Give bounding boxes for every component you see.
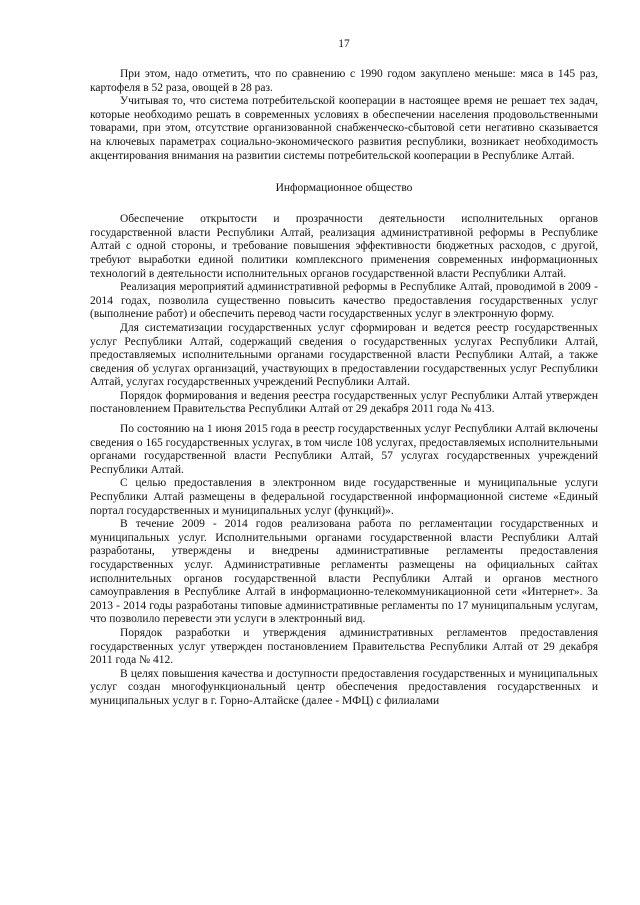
paragraph-registry-procedure: Порядок формирования и ведения реестра государственных услуг Республики Алтай утвержден постановлением Правительства Республики Алтай от 29 декабря 2011 года № 413. xyxy=(90,389,598,416)
paragraph-regulations: В течение 2009 - 2014 годов реализована работа по регламентации государственных и муниципальных услуг. Исполнительными органами государственной власти Республики Алтай разработаны, утверждены и внедрены административные регламенты предоставления государственных услуг. Административные регламенты размещены на официальных сайтах исполнительных органов государственной власти Республики Алтай и органов местного самоуправления в Республике Алтай в информационно-телекоммуникационной сети «Интернет». За 2013 - 2014 годы разработаны типовые административные регламенты по 17 муниципальным услугам, что позволило перевести эти услуги в электронный вид. xyxy=(90,518,598,626)
paragraph-admin-reform: Реализация мероприятий административной реформы в Республике Алтай, проводимой в 2009 - 2014 годах, позволила существенно повысить качество предоставления государственных услуг (выполнение работ) и обеспечить перевод части государственных услуг в электронную форму. xyxy=(90,281,598,321)
paragraph-unified-portal: С целью предоставления в электронном виде государственные и муниципальные услуги Республики Алтай размещены в федеральной государственной информационной системе «Единый портал государственных и муниципальных услуг (функций)». xyxy=(90,477,598,517)
page-number: 17 xyxy=(338,38,350,50)
paragraph-mfc: В целях повышения качества и доступности предоставления государственных и муниципальных услуг создан многофункциональный центр обеспечения предоставления государственных и муниципальных услуг в г. Горно-Алтайске (далее - МФЦ) с филиалами xyxy=(90,667,598,707)
section-heading: Информационное общество xyxy=(275,182,413,195)
page-content xyxy=(90,36,598,709)
paragraph-registry-status: По состоянию на 1 июня 2015 года в реестр государственных услуг Республики Алтай включены сведения о 165 государственных услугах, в том числе 108 услугах, предоставляемых исполнительными органами государственной власти Республики Алтай, 57 услугах государственных учреждений Республики Алтай. xyxy=(90,423,598,476)
paragraph-consumer-cooperation: Учитывая то, что система потребительской кооперации в настоящее время не решает тех задач, которые необходимо решать в современных условиях в обеспечении населения продовольственными товарами, при этом, отсутствие организованной снабженческо-сбытовой сети негативно сказывается на ключевых параметрах социально-экономического развития республики, возникает необходимость акцентирования внимания на развитии системы потребительской кооперации в Республике Алтай. xyxy=(90,95,598,162)
paragraph-regulations-procedure: Порядок разработки и утверждения административных регламентов предоставления государственных услуг утвержден постановлением Правительства Республики Алтай от 29 декабря 2011 года № 412. xyxy=(90,626,598,667)
paragraph-openness: Обеспечение открытости и прозрачности деятельности исполнительных органов государственной власти Республики Алтай, реализация административной реформы в Республике Алтай с одной стороны, и требование повышения эффективности бюджетных расходов, с другой, требуют выработки единой политики комплексного применения современных информационных технологий в деятельности исполнительных органов государственной власти Республики Алтай. xyxy=(90,213,598,280)
paragraph-purchase-comparison: При этом, надо отметить, что по сравнению с 1990 годом закуплено меньше: мяса в 145 раз, картофеля в 52 раза, овощей в 28 раз. xyxy=(90,68,598,94)
paragraph-registry: Для систематизации государственных услуг сформирован и ведется реестр государственных услуг Республики Алтай, содержащий сведения о государственных услугах Республики Алтай, предоставляемых исполнительными органами государственной власти Республики Алтай, а также сведения об услугах организаций, участвующих в предоставлении государственных услуг Республики Алтай, услугах государственных учреждений Республики Алтай. xyxy=(90,321,598,389)
